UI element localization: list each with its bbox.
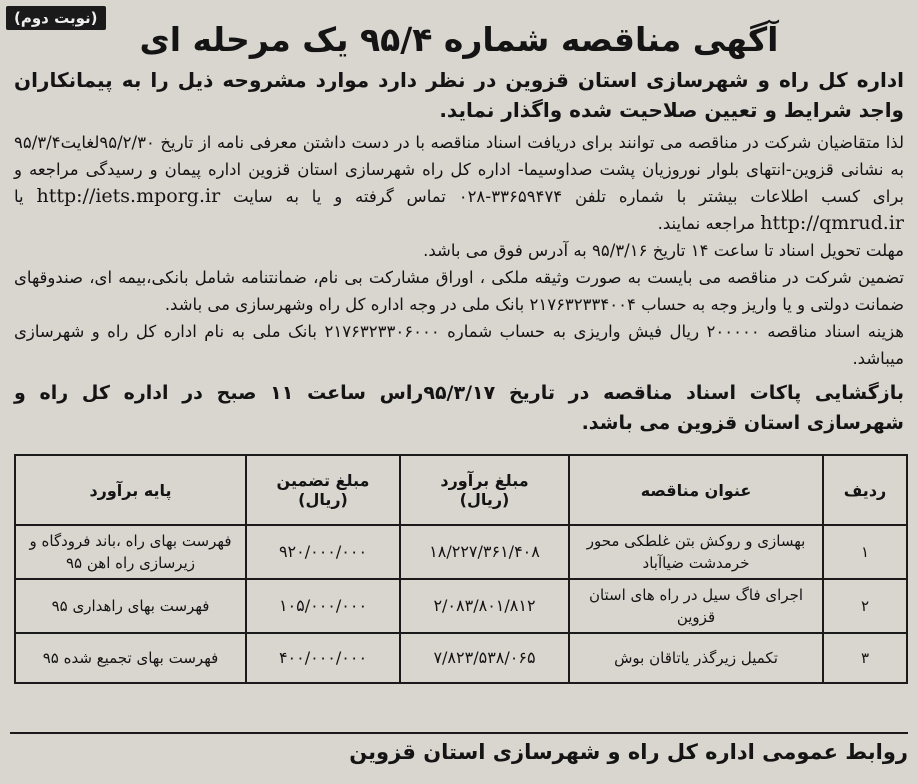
header-estimate-unit: (ریال) [459, 490, 510, 509]
public-relations-footer: روابط عمومی اداره کل راه و شهرسازی استان قزوین [10, 732, 908, 764]
cell-title: اجرای فاگ سیل در راه های استان قزوین [569, 579, 823, 633]
notice-title: آگهی مناقصه شماره ۹۵/۴ یک مرحله ای [139, 20, 779, 59]
notice-body [14, 129, 904, 372]
cell-estimate: ۲/۰۸۳/۸۰۱/۸۱۲ [400, 579, 569, 633]
cell-basis: فهرست بهای راهداری ۹۵ [15, 579, 246, 633]
cell-basis: فهرست بهای تجمیع شده ۹۵ [15, 633, 246, 683]
documents-text: لذا متقاضیان شرکت در مناقصه می توانند برای دریافت اسناد مناقصه با در دست داشتن معرفی نامه از تاریخ ۹۵/۲/۳۰لغایت۹۵/۳/۴ به نشانی قزوین-انتهای بلوار نوروزیان پشت صداوسیما- اداره کل راه شهرسازی استان قزوین اداره پیمان و رسیدگی مراجعه و برای کسب اطلاعات بیشتر با شماره تلفن ۳۳۶۵۹۴۷۴-۰۲۸ تماس گرفته و یا به سایت [14, 133, 904, 206]
header-title: عنوان مناقصه [569, 455, 823, 525]
site-link-iets[interactable]: http://iets.mporg.ir [36, 185, 221, 207]
cell-estimate: ۱۸/۲۲۷/۳۶۱/۴۰۸ [400, 525, 569, 579]
tender-table [14, 454, 908, 684]
table-row [15, 525, 907, 579]
table-row [15, 579, 907, 633]
cell-title: تکمیل زیرگذر یاتاقان بوش [569, 633, 823, 683]
cell-guarantee: ۴۰۰/۰۰۰/۰۰۰ [246, 633, 400, 683]
opening-text: بازگشایی پاکات اسناد مناقصه در تاریخ ۹۵/۳/۱۷راس ساعت ۱۱ صبح در اداره کل راه و شهرسازی استان قزوین می باشد. [14, 382, 904, 434]
table-row [15, 633, 907, 683]
site-link-qmrud[interactable]: http://qmrud.ir [760, 212, 904, 234]
cell-row-number: ۳ [823, 633, 907, 683]
round-badge: (نوبت دوم) [6, 6, 106, 30]
header-guarantee-unit: (ریال) [298, 490, 348, 509]
header-guarantee-label: مبلغ تضمین [276, 471, 370, 490]
cell-basis: فهرست بهای راه ،باند فرودگاه و زیرسازی راه اهن ۹۵ [15, 525, 246, 579]
cell-row-number: ۲ [823, 579, 907, 633]
cell-guarantee: ۱۰۵/۰۰۰/۰۰۰ [246, 579, 400, 633]
deadline-paragraph: مهلت تحویل اسناد تا ساعت ۱۴ تاریخ ۹۵/۳/۱۶ به آدرس فوق می باشد. [423, 241, 904, 260]
header-estimate [400, 455, 569, 525]
intro-text: اداره کل راه و شهرسازی استان قزوین در نظر دارد موارد مشروحه ذیل را به پیمانکاران واجد شرایط و تعیین صلاحیت شده واگذار نماید. [14, 68, 904, 122]
header-guarantee [246, 455, 400, 525]
cell-guarantee: ۹۲۰/۰۰۰/۰۰۰ [246, 525, 400, 579]
header-estimate-label: مبلغ برآورد [440, 471, 529, 490]
fee-paragraph: هزینه اسناد مناقصه ۲۰۰۰۰۰ ریال فیش واریزی به حساب شماره ۲۱۷۶۳۲۳۳۰۶۰۰۰ بانک ملی به نام اداره کل راه و شهرسازی میباشد. [14, 322, 905, 368]
refer-text: مراجعه نمایند. [657, 214, 756, 233]
guarantee-paragraph: تضمین شرکت در مناقصه می بایست به صورت وثیقه ملکی ، اوراق مشارکت بی نام، ضمانتنامه شامل بانکی،بیمه ای، صندوقهای ضمانت دولتی و یا واریز وجه به حساب ۲۱۷۶۳۲۳۳۴۰۰۴ بانک ملی در وجه اداره کل راه وشهرسازی می باشد. [14, 268, 904, 314]
table-header-row [15, 455, 907, 525]
header-row-number: ردیف [823, 455, 907, 525]
or-text: یا [14, 187, 24, 206]
cell-title: بهسازی و روکش بتن غلطکی محور خرمدشت ضیاآباد [569, 525, 823, 579]
cell-estimate: ۷/۸۲۳/۵۳۸/۰۶۵ [400, 633, 569, 683]
header-basis: پایه برآورد [15, 455, 246, 525]
documents-paragraph [14, 129, 904, 237]
cell-row-number: ۱ [823, 525, 907, 579]
